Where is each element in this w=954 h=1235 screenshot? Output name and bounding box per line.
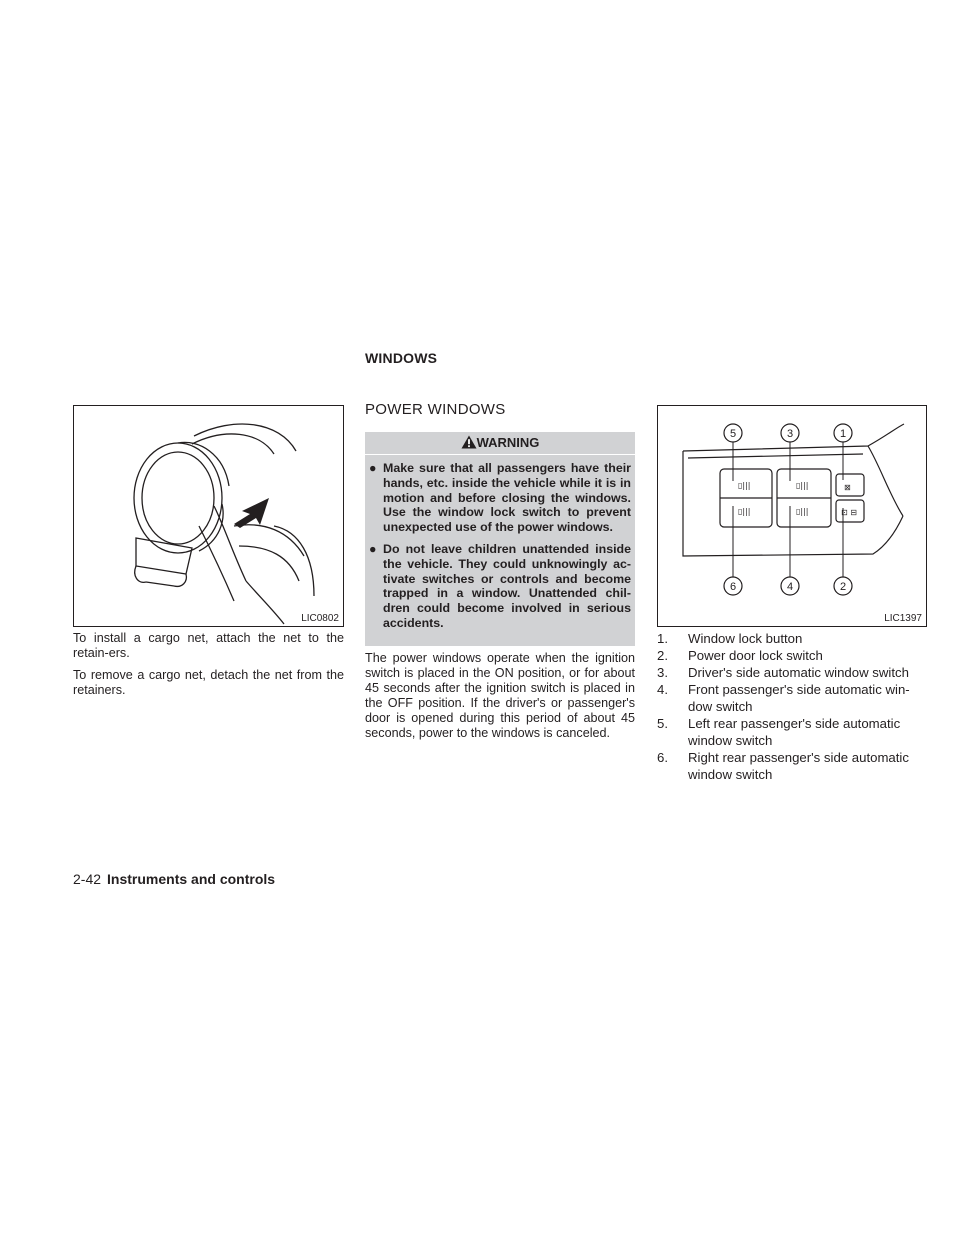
callout-1: 1 xyxy=(839,428,847,440)
switch-glyph: ▯||| xyxy=(738,481,751,490)
callout-2: 2 xyxy=(839,581,847,593)
callout-6: 6 xyxy=(729,581,737,593)
power-windows-paragraph: The power windows operate when the ignition switch is placed in the ON position, or for about 45 seconds after the ignition switch is placed in the OFF position. If the driver's or passenger's door is opened during this period of about 45 seconds, power to the windows is canceled. xyxy=(365,651,635,740)
figure-label: LIC0802 xyxy=(301,613,339,624)
legend-list xyxy=(657,630,925,783)
list-item: 1. Window lock button xyxy=(657,631,803,646)
switch-glyph: ▯||| xyxy=(796,481,809,490)
cargo-net-figure xyxy=(73,405,344,627)
warning-title: WARNING xyxy=(476,435,540,450)
lock-button-glyph: ⊠ xyxy=(844,483,851,492)
callout-5: 5 xyxy=(729,428,737,440)
warning-triangle-icon xyxy=(461,435,477,449)
door-lock-glyph: ⊡ ⊟ xyxy=(841,508,857,517)
warning-item: ● Make sure that all passengers have their hands, etc. inside the vehicle while it is in motion and before closing the windows. Use the window lock switch to prevent unexpected use of the power windows. xyxy=(369,461,631,535)
figure-label: LIC1397 xyxy=(884,613,922,624)
list-item: 4. Front passenger's side automatic win-dow switch xyxy=(657,682,910,714)
callout-3: 3 xyxy=(786,428,794,440)
bullet-icon: ● xyxy=(369,541,377,556)
warning-list xyxy=(365,455,635,637)
list-item: 2. Power door lock switch xyxy=(657,648,823,663)
subsection-title: POWER WINDOWS xyxy=(365,401,506,418)
page-footer xyxy=(73,871,275,887)
window-switch-figure xyxy=(657,405,927,627)
warning-item: ● Do not leave children unattended inside the vehicle. They could unknowingly ac-tivate switches or controls and become trapped in a window. Unattended chil-dren could become involved in serious accidents. xyxy=(369,541,631,630)
warning-header xyxy=(365,432,635,455)
cargo-net-remove-text: To remove a cargo net, detach the net from the retainers. xyxy=(73,668,344,697)
cargo-net-install-text: To install a cargo net, attach the net to the retain-ers. xyxy=(73,631,344,660)
window-switch-illustration xyxy=(658,406,926,626)
list-item: 5. Left rear passenger's side automatic window switch xyxy=(657,716,901,748)
list-item: 3. Driver's side automatic window switch xyxy=(657,665,909,680)
bullet-icon: ● xyxy=(369,461,377,475)
chapter-title: Instruments and controls xyxy=(107,871,276,887)
cargo-net-retainer-illustration xyxy=(74,406,343,626)
list-item: 6. Right rear passenger's side automatic window switch xyxy=(657,750,909,782)
switch-glyph: ▯||| xyxy=(738,507,751,516)
callout-4: 4 xyxy=(786,581,794,593)
arrow-icon xyxy=(234,498,269,528)
warning-box xyxy=(365,432,635,646)
section-title: WINDOWS xyxy=(365,350,438,366)
switch-glyph: ▯||| xyxy=(796,507,809,516)
page-number: 2-42 xyxy=(73,871,102,887)
